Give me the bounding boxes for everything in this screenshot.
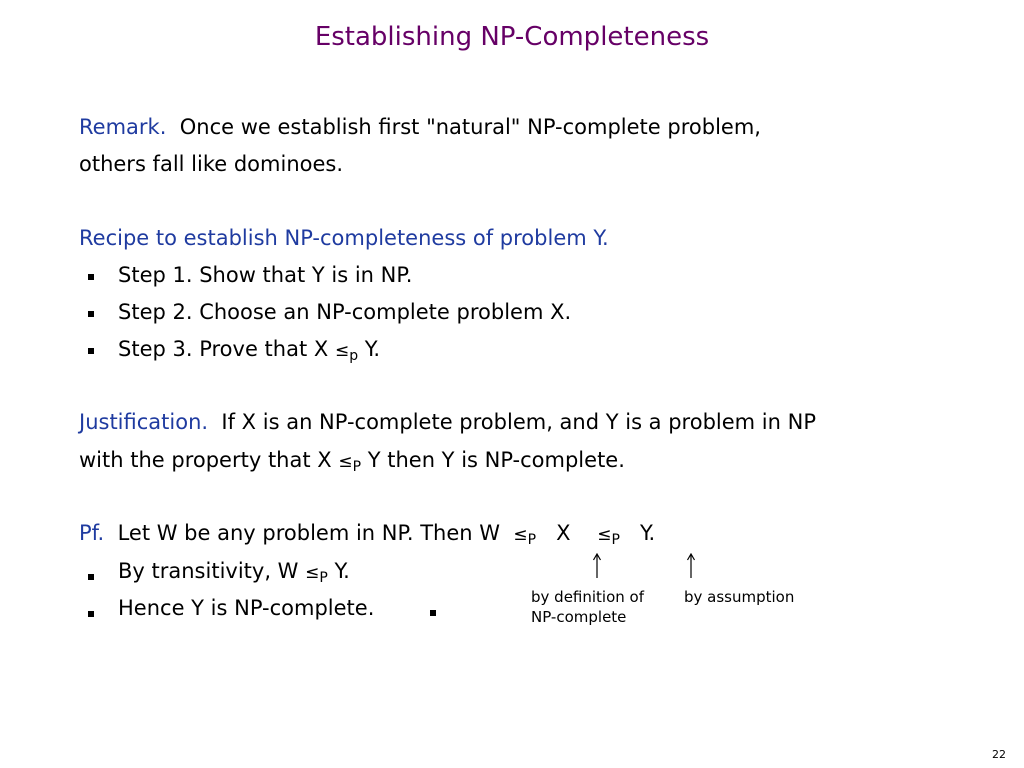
le-symbol: ≤ [334,341,350,361]
le-symbol: ≤ [305,563,320,583]
proof-line [79,521,656,548]
recipe-heading: Recipe to establish NP-completeness of problem Y. [79,226,609,250]
step-2: Step 2. Choose an NP-complete problem X. [118,300,572,324]
remark-line-1 [79,117,761,138]
proof-bullet-1-prefix: By transitivity, W [118,559,299,583]
justification-line-1 [79,412,816,433]
qed-icon [430,610,436,616]
justification-subscript: P [352,459,362,475]
le-symbol: ≤ [597,525,612,545]
up-arrow-icon [592,553,602,579]
step-3-subscript: p [349,348,359,364]
step-3-suffix: Y. [364,337,381,361]
annotation-definition [531,587,644,627]
remark-text-1: Once we establish first "natural" NP-complete problem, [179,115,761,139]
justification-text-1: If X is an NP-complete problem, and Y is a problem in NP [221,410,816,434]
le-symbol: ≤ [338,452,353,472]
proof-label: Pf. [79,521,105,545]
proof-bullet-2 [118,598,374,619]
proof-text: Let W be any problem in NP. Then W [117,521,501,545]
slide-title: Establishing NP-Completeness [314,22,710,52]
proof-subscript-2: P [611,532,620,548]
bullet-marker [88,311,94,317]
bullet-marker [88,611,94,617]
bullet-marker [88,274,94,280]
proof-x: X [556,521,571,545]
up-arrow-icon [686,553,696,579]
step-3-prefix: Step 3. Prove that X [118,337,329,361]
bullet-marker [88,348,94,354]
proof-bullet-1-suffix: Y. [334,559,350,583]
justification-text-2-suffix: Y then Y is NP-complete. [367,448,625,472]
le-symbol: ≤ [513,525,528,545]
remark-line-2: others fall like dominoes. [79,152,344,176]
proof-subscript-1: P [527,532,537,548]
proof-bullet-1-subscript: P [319,570,328,586]
proof-bullet-2-text: Hence Y is NP-complete. [118,596,375,620]
justification-line-2 [79,448,625,475]
annotation-definition-line-2: NP-complete [531,608,627,626]
annotation-definition-line-1: by definition of [531,588,644,606]
step-3 [118,337,381,364]
bullet-marker [88,574,94,580]
step-1: Step 1. Show that Y is in NP. [118,263,413,287]
justification-text-2-prefix: with the property that X [79,448,332,472]
proof-bullet-1 [118,559,350,586]
page-number: 22 [992,748,1006,761]
justification-label: Justification. [79,410,209,434]
remark-label: Remark. [79,115,167,139]
proof-y: Y. [639,521,656,545]
annotation-assumption: by assumption [684,588,795,606]
